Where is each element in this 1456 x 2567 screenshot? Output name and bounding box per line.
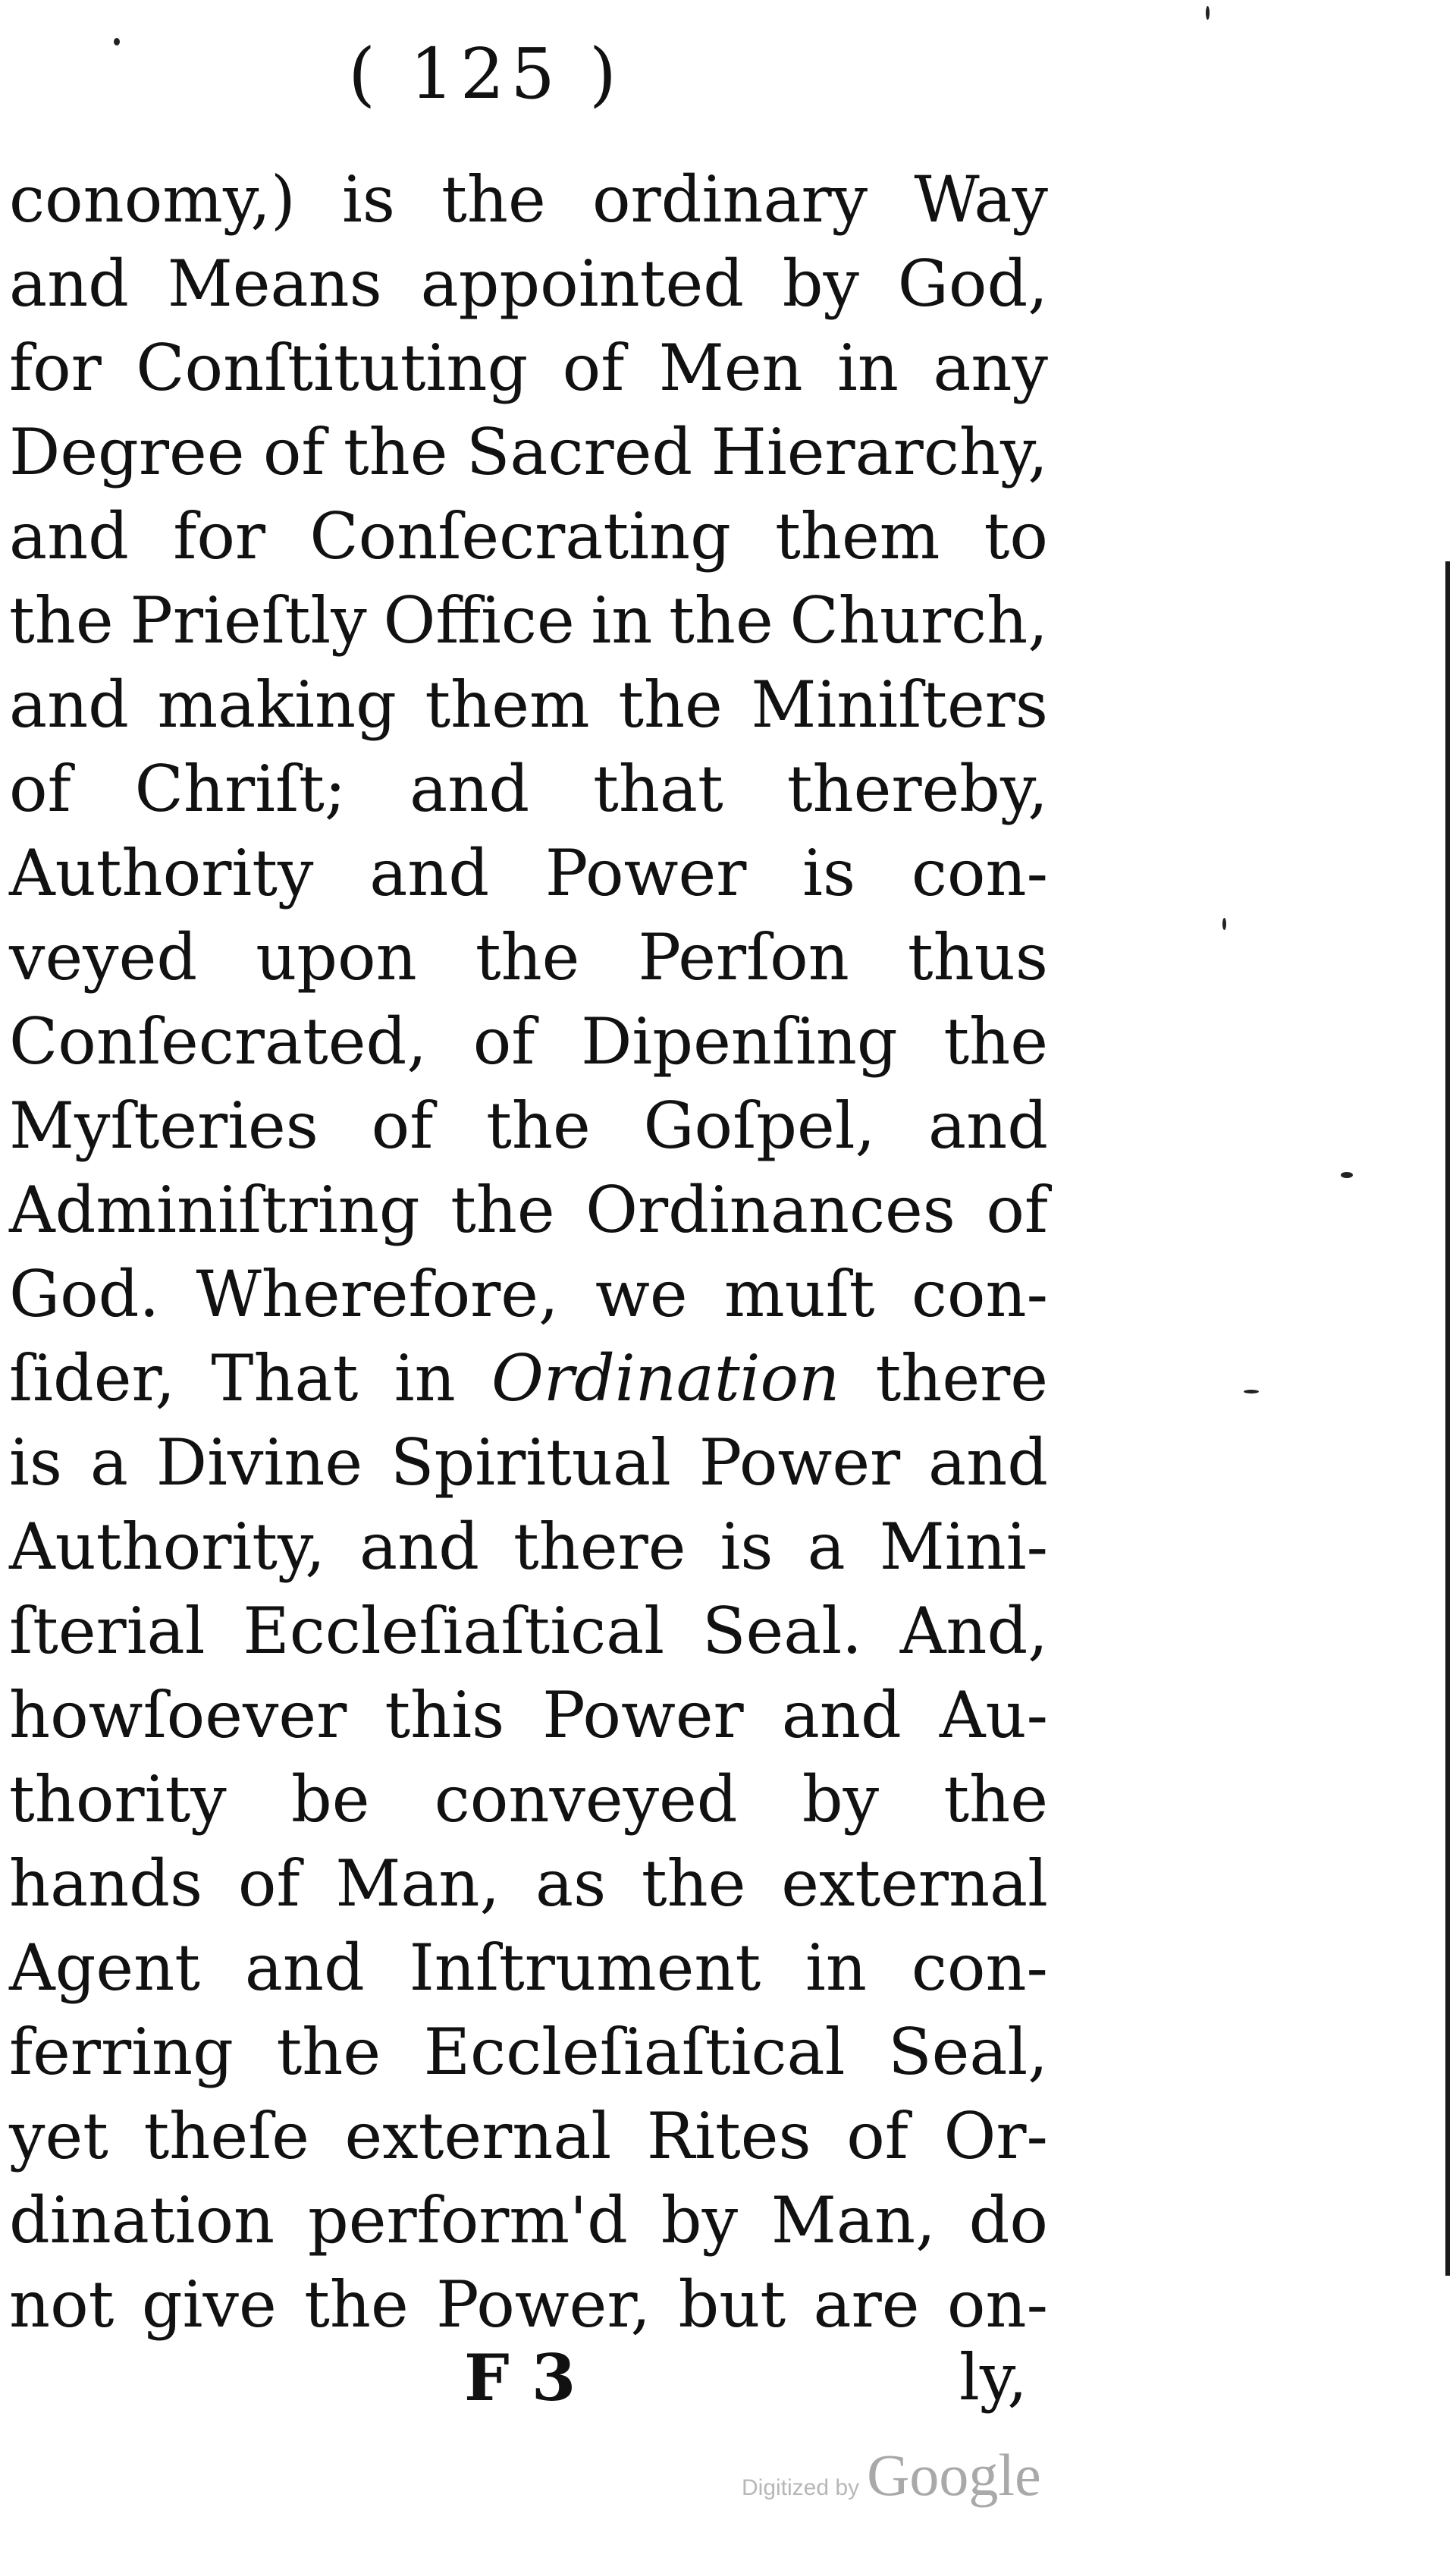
- text-word: of: [846, 2099, 908, 2173]
- text-word: ſterial: [9, 1594, 206, 1668]
- text-word: we: [595, 1257, 688, 1331]
- text-word: of: [9, 752, 71, 826]
- text-word: and: [410, 752, 530, 826]
- text-word: that: [593, 752, 723, 826]
- text-word: by: [661, 2183, 739, 2258]
- text-word: Conſecrating: [309, 499, 731, 573]
- text-word: the: [641, 1846, 746, 1921]
- text-word: veyed: [9, 920, 198, 994]
- text-line: [9, 242, 1048, 326]
- text-word: of: [371, 1089, 434, 1163]
- text-word: Divine: [155, 1425, 363, 1500]
- text-word: Power: [544, 836, 747, 910]
- text-line: [9, 831, 1048, 916]
- text-word: the: [475, 920, 580, 994]
- text-word: and: [9, 247, 129, 321]
- text-word: the: [441, 162, 546, 237]
- text-word: and: [928, 1089, 1048, 1163]
- text-word: and: [359, 1510, 479, 1584]
- text-line: [9, 1252, 1048, 1337]
- text-line: [9, 663, 1048, 747]
- text-word: and: [928, 1425, 1048, 1500]
- print-speck: [1222, 918, 1226, 930]
- text-word: thus: [907, 920, 1048, 994]
- text-word: Means: [167, 247, 382, 321]
- text-word: ferring: [9, 2015, 234, 2089]
- text-word: and: [9, 668, 129, 742]
- text-word: in: [394, 1341, 456, 1415]
- text-word: Man,: [770, 2183, 936, 2258]
- text-word: in: [836, 331, 899, 405]
- text-word: Prieſtly: [130, 583, 367, 658]
- text-word: And,: [899, 1594, 1048, 1668]
- text-word: Men: [658, 331, 803, 405]
- text-word: making: [157, 668, 397, 742]
- text-word: Way: [914, 162, 1048, 237]
- print-speck: [1244, 1390, 1259, 1393]
- text-word: any: [933, 331, 1048, 405]
- page-edge-shadow: [1445, 561, 1450, 2276]
- text-word: Rites: [646, 2099, 811, 2173]
- text-word: the: [9, 583, 114, 658]
- text-line: [9, 1337, 1048, 1421]
- text-word: Wherefore,: [196, 1257, 559, 1331]
- text-word: a: [807, 1510, 846, 1584]
- text-word: Miniſters: [751, 668, 1048, 742]
- text-word: by: [802, 1762, 880, 1836]
- text-word: a: [89, 1425, 128, 1500]
- text-line: [9, 1589, 1048, 1673]
- text-word: conomy,): [9, 162, 296, 237]
- text-word: are: [813, 2267, 920, 2342]
- text-word: there: [875, 1341, 1048, 1415]
- text-word: conveyed: [434, 1762, 738, 1836]
- text-line: [9, 2010, 1048, 2094]
- text-word: con-: [911, 1931, 1048, 2005]
- text-line: [9, 1758, 1048, 1842]
- text-word: dination: [9, 2183, 275, 2258]
- text-word: thereby,: [786, 752, 1048, 826]
- text-word: God,: [897, 247, 1048, 321]
- text-word: by: [782, 247, 859, 321]
- text-word: external: [781, 1846, 1048, 1921]
- text-word: of: [986, 1173, 1048, 1247]
- text-word: the: [450, 1173, 555, 1247]
- text-word: perform'd: [307, 2183, 628, 2258]
- text-word: Conſtituting: [136, 331, 529, 405]
- text-word: them: [775, 499, 940, 573]
- text-line: [9, 1421, 1048, 1505]
- text-word: the: [943, 1762, 1048, 1836]
- text-line: [9, 2179, 1048, 2263]
- text-word: in: [805, 1931, 868, 2005]
- text-word: Authority,: [9, 1510, 325, 1584]
- text-line: [9, 747, 1048, 831]
- catchword: ly,: [959, 2340, 1028, 2415]
- text-word: and: [244, 1931, 365, 2005]
- text-word: for: [9, 331, 102, 405]
- text-word: and: [781, 1678, 902, 1752]
- text-word: muſt: [723, 1257, 875, 1331]
- text-word: Office: [383, 583, 575, 658]
- text-word: on-: [946, 2267, 1048, 2342]
- text-word: Goſpel,: [643, 1089, 876, 1163]
- text-word: of: [472, 1004, 535, 1079]
- text-word: them: [425, 668, 590, 742]
- text-word: Man,: [335, 1846, 500, 1921]
- text-word: but: [678, 2267, 786, 2342]
- text-word: Power: [698, 1425, 901, 1500]
- text-line: [9, 1000, 1048, 1084]
- text-word: ordinary: [592, 162, 868, 237]
- text-word: the: [276, 2015, 381, 2089]
- text-word: Myſteries: [9, 1089, 318, 1163]
- text-line: [9, 2263, 1048, 2347]
- text-word: is: [802, 836, 856, 910]
- signature-mark: F 3: [464, 2340, 576, 2415]
- text-word: Ordinances: [585, 1173, 956, 1247]
- digitized-watermark: [742, 2441, 1041, 2509]
- text-word: Authority: [9, 836, 314, 910]
- text-word: Seal,: [888, 2015, 1048, 2089]
- text-word: Church,: [789, 583, 1048, 658]
- text-word: Inſtrument: [409, 1931, 761, 2005]
- text-word: do: [968, 2183, 1048, 2258]
- text-line: [9, 1842, 1048, 1926]
- text-word: and: [9, 499, 129, 573]
- text-word: Mini-: [879, 1510, 1048, 1584]
- watermark-prefix: Digitized by: [742, 2475, 860, 2500]
- text-word: Spiritual: [390, 1425, 671, 1500]
- text-word: for: [173, 499, 266, 573]
- text-word: Eccleſiaſtical: [423, 2015, 846, 2089]
- text-word: in: [591, 583, 653, 658]
- text-word: Hierarchy,: [711, 415, 1048, 489]
- text-line: [9, 1084, 1048, 1168]
- text-line: [9, 410, 1048, 495]
- print-speck: [1341, 1172, 1353, 1178]
- text-word: Adminiſtring: [9, 1173, 420, 1247]
- text-word: is: [341, 162, 395, 237]
- text-line: [9, 1505, 1048, 1589]
- page-number: ( 125 ): [348, 33, 623, 115]
- text-word: not: [9, 2267, 115, 2342]
- text-word: hands: [9, 1846, 203, 1921]
- text-word: the: [304, 2267, 409, 2342]
- text-word: there: [513, 1510, 686, 1584]
- print-speck: [1206, 6, 1210, 20]
- text-word: the: [669, 583, 774, 658]
- text-word: God.: [9, 1257, 160, 1331]
- text-word: the: [486, 1089, 591, 1163]
- text-word: That: [211, 1341, 359, 1415]
- text-line: [9, 2094, 1048, 2179]
- text-word: of: [262, 415, 325, 489]
- text-line: [9, 579, 1048, 663]
- text-word: thority: [9, 1762, 227, 1836]
- text-word: and: [369, 836, 490, 910]
- text-word: be: [290, 1762, 370, 1836]
- text-word: Or-: [943, 2099, 1048, 2173]
- text-word: the: [943, 1004, 1048, 1079]
- text-word: to: [984, 499, 1048, 573]
- text-word: Power: [542, 1678, 744, 1752]
- text-word: the: [618, 668, 723, 742]
- text-word: Dipenſing: [581, 1004, 898, 1079]
- text-word: Agent: [9, 1931, 200, 2005]
- text-word: ſider,: [9, 1341, 176, 1415]
- text-word: Power,: [436, 2267, 651, 2342]
- text-word: Sacred: [466, 415, 693, 489]
- text-word: of: [237, 1846, 300, 1921]
- text-word: give: [141, 2267, 277, 2342]
- text-line: [9, 495, 1048, 579]
- text-word: howſoever: [9, 1678, 347, 1752]
- print-speck: [114, 38, 120, 46]
- text-word: Seal.: [701, 1594, 862, 1668]
- text-word: the: [343, 415, 448, 489]
- text-word: Au-: [939, 1678, 1048, 1752]
- text-word: Perſon: [638, 920, 849, 994]
- text-line: [9, 1673, 1048, 1758]
- text-word: con-: [911, 836, 1048, 910]
- text-word: is: [9, 1425, 62, 1500]
- text-word: external: [344, 2099, 612, 2173]
- text-line: [9, 1168, 1048, 1252]
- text-word: of: [562, 331, 625, 405]
- text-word: is: [720, 1510, 774, 1584]
- text-word: theſe: [143, 2099, 309, 2173]
- text-line: [9, 158, 1048, 242]
- text-word: appointed: [420, 247, 744, 321]
- text-word: this: [384, 1678, 505, 1752]
- watermark-brand: Google: [867, 2442, 1041, 2508]
- text-word: Conſecrated,: [9, 1004, 427, 1079]
- text-word: as: [535, 1846, 607, 1921]
- text-word: yet: [9, 2099, 108, 2173]
- body-text: [9, 158, 1048, 2347]
- text-word: upon: [256, 920, 417, 994]
- text-word: Chriſt;: [134, 752, 347, 826]
- text-line: [9, 916, 1048, 1000]
- text-word: Eccleſiaſtical: [243, 1594, 665, 1668]
- text-line: [9, 1926, 1048, 2010]
- page-footer: [0, 2340, 1456, 2424]
- text-line: [9, 326, 1048, 410]
- text-word: Ordination: [491, 1341, 840, 1415]
- text-word: con-: [911, 1257, 1048, 1331]
- text-word: Degree: [9, 415, 245, 489]
